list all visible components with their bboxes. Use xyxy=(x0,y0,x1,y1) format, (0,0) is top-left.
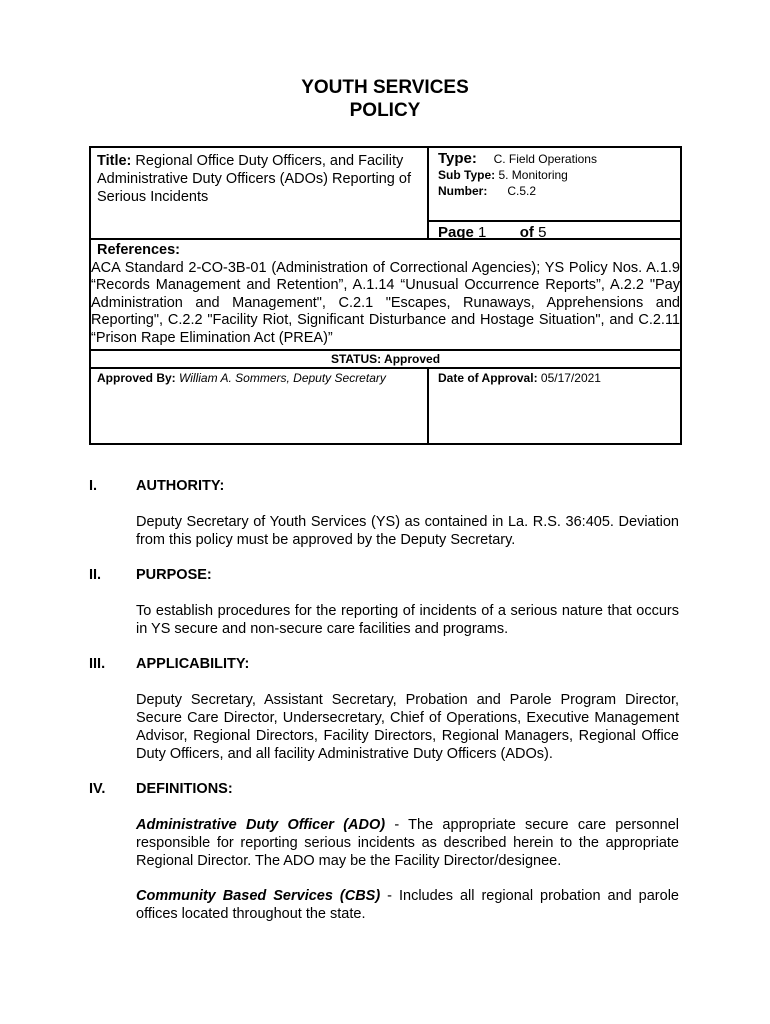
divider xyxy=(427,220,680,222)
approval-date-cell xyxy=(438,370,678,386)
definition-text: - Includes all regional probation and parole offices located throughout the state. xyxy=(136,888,679,922)
definition-text: - The appropriate secure care personnel responsible for reporting serious incidents as described herein to the appropriate Regional Director. The ADO may be the Facility Director/designee. xyxy=(136,817,679,869)
title-line-1: YOUTH SERVICES xyxy=(301,77,469,98)
title-label: Title: xyxy=(97,153,132,169)
section-text: Deputy Secretary of Youth Services (YS) as contained in La. R.S. 36:405. Deviation from this policy must be approved by the Deputy Secretary. xyxy=(136,514,679,548)
divider xyxy=(91,349,680,351)
approved-by-label: Approved By: xyxy=(97,371,176,385)
definition-ado xyxy=(136,816,679,870)
date-value: 05/17/2021 xyxy=(540,371,601,385)
section-text: To establish procedures for the reporting of incidents of a serious nature that occurs in YS secure and non-secure care facilities and programs. xyxy=(136,603,679,637)
type-label: Type: xyxy=(438,150,477,167)
references-cell xyxy=(91,242,680,348)
section-text: Deputy Secretary, Assistant Secretary, Probation and Parole Program Director, Secure Care Director, Undersecretary, Chief of Operations, Executive Management Advisor, Regional Directors, Facility Directors, Regional Managers, Regional Office Duty Officers, and all facility Administrative Duty Officers (ADOs). xyxy=(136,692,679,762)
definition-cbs xyxy=(136,887,679,923)
section-number: III. xyxy=(89,656,106,672)
section-heading: PURPOSE: xyxy=(136,567,212,583)
divider xyxy=(91,367,680,369)
page-value: 1 xyxy=(478,224,487,241)
of-value: 5 xyxy=(538,224,547,241)
references-text: ACA Standard 2-CO-3B-01 (Administration of Correctional Agencies); YS Policy Nos. A.1.9 “Records Management and Retention”, A.1.14 “Unusual Occurrence Reports”, A.2.2 "Pay Administration and Management", C.2.1 "Escapes, Runaways, Apprehensions and Reporting", C.2.2 "Facility Riot, Significant Disturbance and Hostage Situation", and C.2.11 “Prison Rape Elimination Act (PREA)” xyxy=(91,259,680,346)
number-value: C.5.2 xyxy=(507,184,537,198)
section-heading: DEFINITIONS: xyxy=(136,781,233,797)
approved-by-value: William A. Sommers, Deputy Secretary xyxy=(179,371,386,385)
references-label: References: xyxy=(97,242,181,258)
section-heading: APPLICABILITY: xyxy=(136,656,250,672)
section-number: IV. xyxy=(89,781,106,797)
section-number: II. xyxy=(89,567,102,583)
subtype-value: 5. Monitoring xyxy=(498,168,568,182)
subtype-label: Sub Type: xyxy=(438,168,496,182)
approved-by-cell xyxy=(97,370,427,386)
definition-term: Community Based Services (CBS) xyxy=(136,888,381,904)
type-value: C. Field Operations xyxy=(493,152,597,166)
policy-title-cell xyxy=(97,152,427,206)
section-number: I. xyxy=(89,478,98,494)
document-title xyxy=(0,76,770,122)
divider xyxy=(427,367,429,443)
status-cell: STATUS: Approved xyxy=(330,352,441,366)
date-label: Date of Approval: xyxy=(438,371,538,385)
policy-header-table xyxy=(89,146,682,445)
title-line-2: POLICY xyxy=(349,100,421,121)
title-text: Regional Office Duty Officers, and Facility Administrative Duty Officers (ADOs) Reporting of Serious Incidents xyxy=(97,153,411,205)
page-count-cell xyxy=(438,224,678,242)
number-label: Number: xyxy=(438,184,488,198)
definition-term: Administrative Duty Officer (ADO) xyxy=(136,817,386,833)
page-label: Page xyxy=(438,224,474,241)
of-label: of xyxy=(519,224,534,241)
section-heading: AUTHORITY: xyxy=(136,478,225,494)
divider xyxy=(427,148,429,240)
policy-type-cell xyxy=(438,151,678,199)
